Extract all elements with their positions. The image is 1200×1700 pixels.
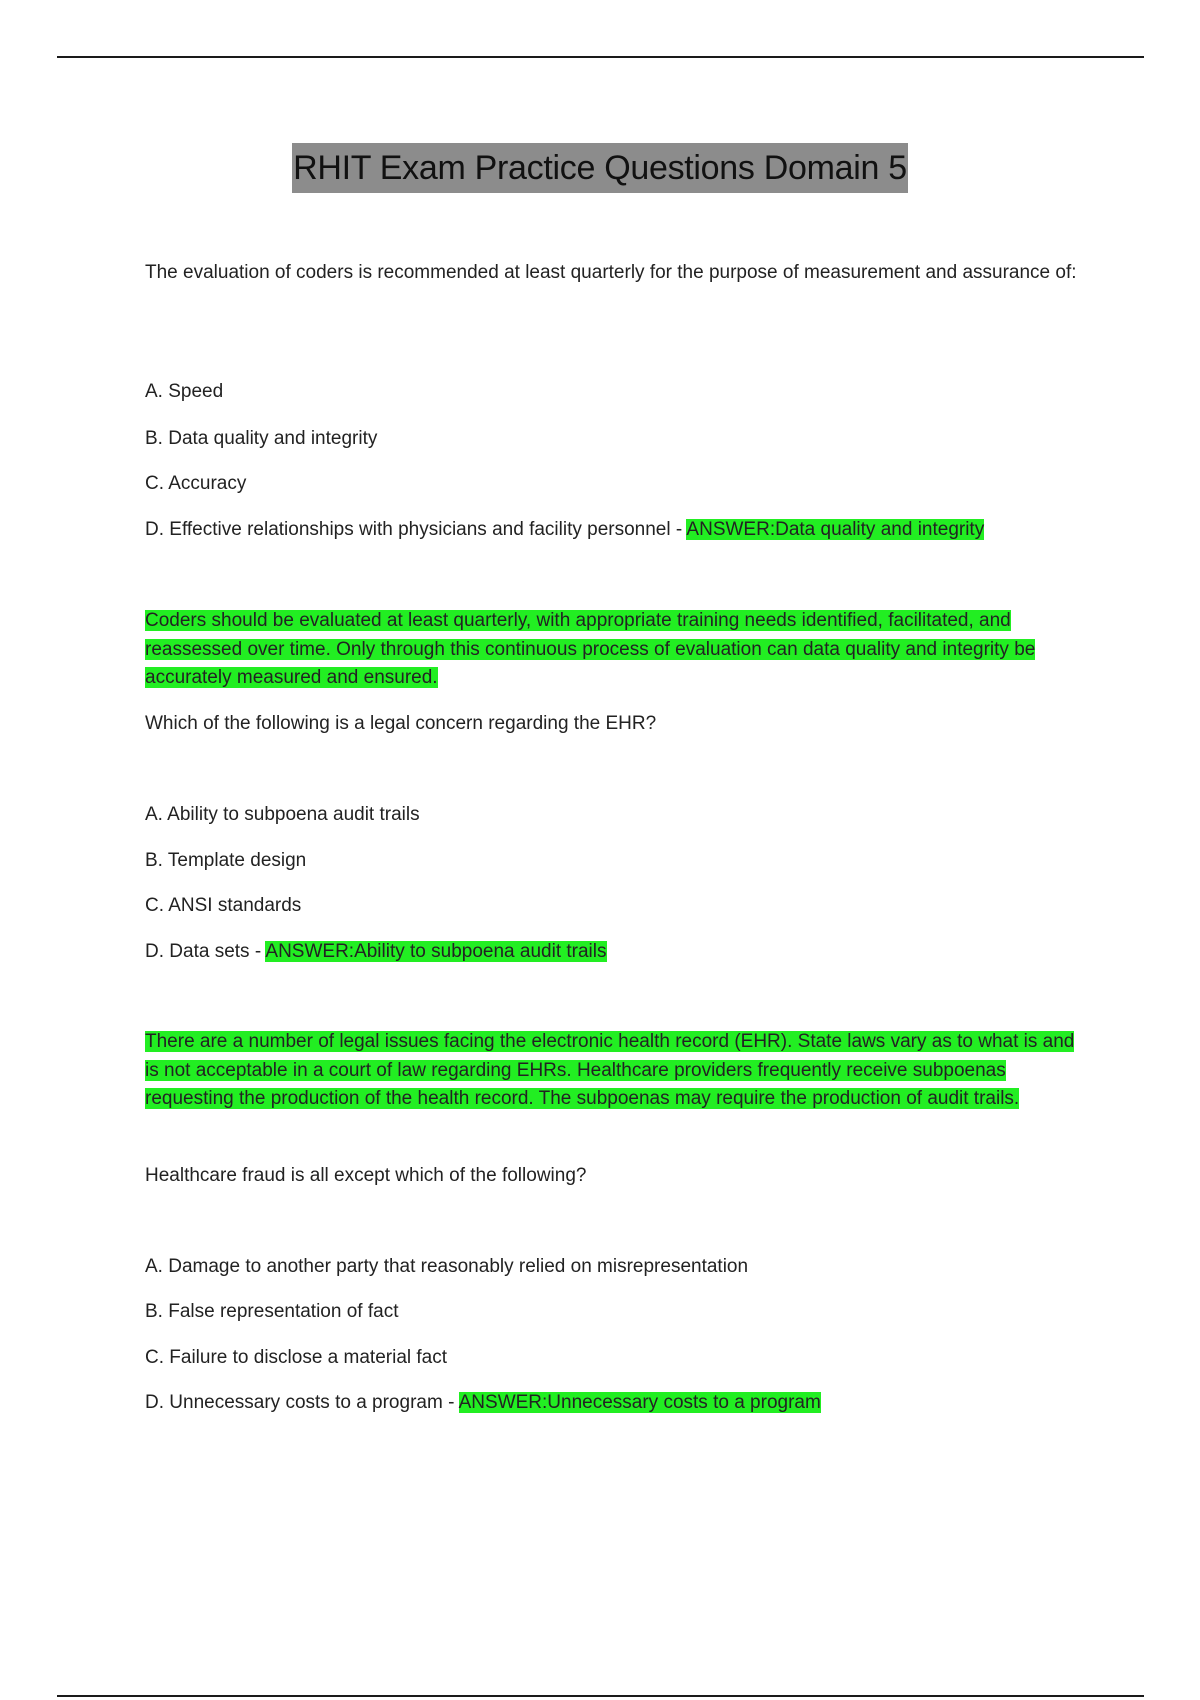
question-3-answer: ANSWER:Unnecessary costs to a program — [458, 1392, 821, 1413]
question-2-option-d-text: D. Data sets - — [145, 941, 262, 962]
question-2-prompt: Which of the following is a legal concern regarding the EHR? — [145, 713, 657, 734]
question-1-answer: ANSWER:Data quality and integrity — [686, 519, 985, 540]
question-2-option-c: C. ANSI standards — [145, 895, 302, 916]
question-2-rationale-text: There are a number of legal issues facing the electronic health record (EHR). State laws vary as to what is and is not acceptable in a court of law regarding EHRs. Healthcare providers frequently receive subpoenas requesting the production of the health record. The subpoenas may require the production of audit trails. — [145, 1031, 1075, 1109]
question-3-option-d — [145, 1389, 1095, 1417]
question-3-option-c: C. Failure to disclose a material fact — [145, 1347, 448, 1368]
question-1-rationale — [145, 607, 1090, 693]
header-rule — [57, 56, 1144, 58]
question-1-prompt: The evaluation of coders is recommended at least quarterly for the purpose of measurement and assurance of: — [145, 262, 1077, 283]
footer-rule — [57, 1695, 1144, 1697]
question-3-prompt: Healthcare fraud is all except which of the following? — [145, 1165, 587, 1186]
question-3-option-a: A. Damage to another party that reasonably relied on misrepresentation — [145, 1256, 749, 1277]
question-3-option-d-text: D. Unnecessary costs to a program - — [145, 1392, 455, 1413]
question-2-option-b: B. Template design — [145, 850, 307, 871]
question-1-option-b: B. Data quality and integrity — [145, 428, 378, 449]
question-1-option-d — [145, 516, 1095, 544]
question-1-option-d-text: D. Effective relationships with physicians and facility personnel - — [145, 519, 683, 540]
question-1-rationale-text: Coders should be evaluated at least quarterly, with appropriate training needs identified, facilitated, and reassessed over time. Only through this continuous process of evaluation can data quality and integrity be accurately measured and ensured. — [145, 610, 1036, 688]
question-2-option-d — [145, 938, 1095, 966]
question-2-answer: ANSWER:Ability to subpoena audit trails — [265, 941, 607, 962]
question-2-option-a: A. Ability to subpoena audit trails — [145, 804, 420, 825]
page-title: RHIT Exam Practice Questions Domain 5 — [292, 143, 908, 193]
question-2-rationale — [145, 1028, 1090, 1114]
title-container — [0, 143, 1200, 193]
question-1-option-a: A. Speed — [145, 381, 224, 402]
question-1-option-c: C. Accuracy — [145, 473, 247, 494]
question-3-option-b: B. False representation of fact — [145, 1301, 399, 1322]
